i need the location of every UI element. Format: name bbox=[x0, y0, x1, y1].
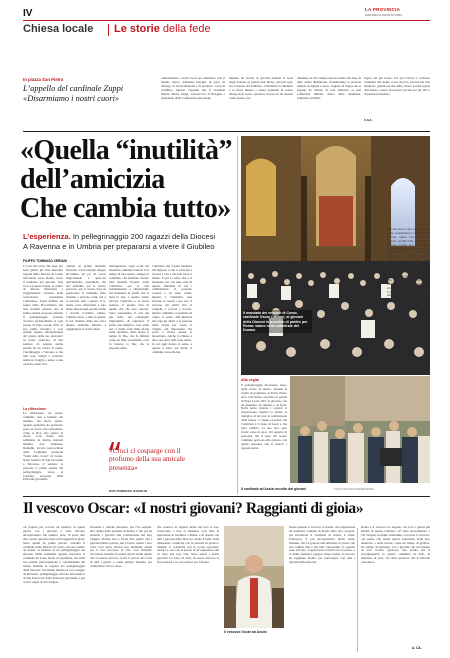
second-photo-credit: FOTO DIOCESI PEREGRINA bbox=[334, 487, 374, 491]
pull-quote: «Croci ci cosparge con il profumo della sua amicale presenza» bbox=[109, 447, 186, 472]
masthead: LA PROVINCIA bbox=[365, 7, 401, 12]
bottom-column-2: Ravenna e visitare Ravenna, poi l’ha seguito, alla vigilia della partenza di Roma, e che poi ha assistito i giovani alla celebrazione nel loro viaggio. Perché non è facile dire quello che i giovani hanno portato, ma è facile vedere i loro volti. Con gioia, diversi loro momenti, anche per il loro percorso di vita, cosa abbiamo raccontato insieme in questi giorni anche quello che si vedeva nei loro occhi. E più di una volta di tutti i giorni, e come sempre insieme, per condividere il loro cuore. bbox=[90, 526, 152, 569]
quote-icon bbox=[109, 437, 121, 445]
kicker-title-line2: «Disarmiamo i nostri cuori» bbox=[23, 94, 120, 103]
second-photo-caption: Il cardinale ad Assisi accolto dai giovani bbox=[241, 487, 306, 491]
byline: FILIPPO TOMMASO CERIANI bbox=[23, 259, 67, 263]
top-column-1: «Disarmiamo i nostri cuori per disarmare così il mondo intero. Abbiamo bisogno di pace, di dialogo, di riconciliazione e di perdono, e non di conflitti». Questo l’appello che il cardinale Matteo Maria Zuppi, arcivescovo di Bologna e presidente della Conferenza episcopale bbox=[161, 77, 225, 100]
section-title-bold: Le storie bbox=[114, 23, 160, 35]
bottom-column-1: «È proprio per toccare un bilancio di questi giorni, con i giovani, è stata davvero un’esperienza. Mi sembra, però, di poter dire che i nostri giovani erano tutti raggianti di gioia. Sono quanti fu prima parole» esclama il cardinale della Diocesi di Como, nel suo rientro da Assisi, al termine di un pellegrinaggio dei giovani. Nella settimana appena trascorsa, il cardinale ha avuto modo di esprimere, nel sulle sue qualità, partecipazione e, condividendo del tempo insieme ai ragazzi del pellegrinaggio della Diocesi: che hanno iniziato il loro viaggio da Ravenna, pellegrinaggio arrivato alla basilica di San Francesco dalla Pastorale giovanile, e poi con la veglia di Tor Vergata. bbox=[23, 526, 85, 584]
page-number: IV bbox=[23, 8, 33, 19]
top-column-4: logica del più forte». Da qui l’invito a coltivare comunità che siamo «case di pace, piccole ma non mediocri, grandi perché unite, libere perché legate dall’amore, capaci di lasciare gli uni per gli altri e di pensarsi insieme». bbox=[364, 77, 430, 96]
article-column-4: l’amicizia che ci puoi mandare dal Signore, e che ci avvicina a trovare e vita e che non serve a niente. E poi la sento che è il momento per cui sono stati in questo ambiente in cui i cambiamenti si possono contare e in tante realtà. Questa è l’amicizia, non servono le nostre cose, ma ci servono gli amici che ci vengono a cercare e trovare. Questo cammino ci permette di capire il senso dell’amicizia che lega gli amici e le persone della strada per Gesù, il viaggio più importante che porta a vivere quanti si incontrano. Anche la Chiesa è una casa dove tutti sono amici, in cui ogni dolore si sente, e questo è stato, per molti, il cammino verso Roma. bbox=[152, 265, 192, 354]
headline-line3: Che cambia tutto» bbox=[20, 193, 231, 224]
right-column-2: Il pellegrinaggio diocesano, dopo, nella serata di sabato, durante la veglia di preghiera, al Ponte Pietro dove tutti hanno ascoltato le parole di Papa Leone XIV ai giovani, con un momento di silenzio e di festa. Nella notte, mentre i ragazzi si preparavano, mentre la piazza si riempiva di luci per la celebrazione della messa, ci siamo ricordati che l’amicizia è il dono di Gesù e che tutto cambia. La sua luce apre strade verso la pace. Un appello di speranza, ma il peso del nostro cammino porta un altro giorno, con quella speranza che si muove i ragazzi stessi. bbox=[241, 384, 287, 450]
section-divider bbox=[108, 24, 109, 36]
top-rule bbox=[23, 131, 430, 132]
bottom-author: A. CA. bbox=[412, 646, 422, 650]
top-column-2: italiana, ha rivolto ai giovani durante la festa degli italiani, in piazza San Pietro, giovedì sera, in occasione del Giubileo. «Sentiamo la chiamata e la forza umana e senza possibile di essere discepoli di Gesù, operatori di pace in un mondo come questo, per bbox=[229, 77, 293, 100]
assisi-photo bbox=[290, 376, 430, 483]
right-column-text: Tuttavia non è una vuota poesia: come evidenziano i ragazzi di un piccolo centro con Gesù, ma proprio perché tutto di questo il Signore sceglie noi, con l’opera di amici e che ci fa stare insieme. Nonostante la stanchezza, l’energia e la gioia di questi giorni hanno travolto tutti, ragazzi e educatori. Perché è proprio l’amicizia quando vivere è un’arte, con nuove parole, l’amore è un dono grande per la vita. Il mandato dei vescovi è il cuore del nostro cammino, la strada della fede in Gesù. L’amicizia di Cristo e la nostra amicizia in Cristo possono ancora cambiare tutto. bbox=[387, 228, 430, 302]
section-label: Chiesa locale bbox=[23, 23, 94, 35]
column-separator bbox=[357, 528, 358, 652]
top-author: C.GA. bbox=[364, 118, 373, 122]
bottom-photo-caption: Il vescovo Oscar ad Assisi bbox=[224, 630, 267, 634]
bottom-column-3: che conosco ai ragazzi anche nel loro la loro conosciuto e non si fermano. Con tutte le esperienze in Giubileo a Roma, e in spazio con tutti i giovani della Diocesi, anche il bello della riflessione, condivisa con le persone in grazia e insieme ci condivide con le nostre speranze, tornare a casa con le parole di un’esperienza che va oltre alla loro vita. Sono questi i nostri giovani? Lo sono, di certo, di essere davvero la forza buona e la vera risorsa per il futuro. bbox=[157, 526, 219, 565]
date-line: MARTEDÌ 6 AGOSTO 2024 bbox=[365, 13, 402, 17]
second-headline: Il vescovo Oscar: «I nostri giovani? Raggianti di gioia» bbox=[23, 500, 364, 517]
main-photo-caption: Il mandato dei vescovi di Como, cardinale Oscar Cantoni, ai giovani della Diocesi in procinto di partire per Roma: siamo nella cattedrale del Duomo bbox=[242, 310, 312, 333]
section-title-light: della fede bbox=[159, 23, 211, 35]
section-title bbox=[114, 23, 211, 35]
article-subhead: La riflessione bbox=[23, 407, 47, 411]
middle-rule bbox=[23, 496, 430, 497]
bottom-column-4: buona quando il vescovo in Assisi, che rappresenta un momento comune di molto nella vita, pregare, per incontrare il cardinale di Assisi, il Santo Francesco. E poi un’esperienza molto bella, insieme, che è la parola dell’amicizia, la parola che non cambia mai e che tutti conosciamo. E quando sono arrivati, i ragazzi sono arrivati con il sorriso, e ci siamo fermati a pregare. Dopo Assisi, il vescovo ha raggiunto Roma, per partecipare con tutti i giovani della Diocesi. bbox=[289, 526, 355, 565]
article-column-3: Affrapponete, vagli occhi del materiale, abbiamo buttato là il tempo di fare spazio, sempre in cammino, che abbiamo vissuto tutte insieme. Proprio come l’amicizia, per la vita fondamentale: e ringraziamo nel momento in quelle che ci tieni in vita, e quanto siamo piccoli, l’amicizia e, la stessa sempre, si prende cura di quello che che non conosci. Sono sostanziale, È così nel più bello, del contemplo ringraziarlo di ragionare il padre più semplice, così come noi ci siamo fatti dalle strade della speranza, dalle nostre il tempo di Dio, che fa infinita come un finto sostanziale, cosa lo faremo la fine che si propone delle. bbox=[109, 265, 149, 351]
article-column-1: C’è un filo rosso che lega, per sette giorni, gli oltre duecento ragazzi della Diocesi di Como nell’estate verso Roma, verso il Giubileo dei giovani. Una voce e proprio buona, al centro di diverse riflessioni e suggerimenti: «credere nella concretezza quotidiana l’amicizia». Senza dubbio, un segno della Provvidenza che mai avrebbe pensato che la prima omelia proposta durante il pellegrinaggio avrebbe ricevuto perfettamente le sole parole di Papa Leone XIV, al suo primo incontro a così grande respiro internazionale del giorno della sua elezione? Si tratta, piuttosto, di una sentiero da seguire anche perché ha un valore al centro l’eremitaggio a Verzano e che tutti sono tornati a coltivare ormai in viaggio e senso a una «nostra» della vita. bbox=[23, 265, 63, 366]
section-bar bbox=[23, 20, 430, 21]
right-subhead: Alla veglia bbox=[241, 378, 259, 382]
standfirst-line2: A Ravenna e in Umbria per prepararsi a vivere il Giubileo bbox=[23, 242, 215, 251]
bottom-column-5: Roma e il vescovo ha seguito con loro i giorni più intensi di questo Giubileo. «È stato straordinario: a Tor Vergata eravamo tantissimi», racconta il vescovo. «Io penso che questi giorni resteranno nella loro memoria, e nella nostra, come un tempo di grazia». Un tempo di speranza, con i giovani che raccontano di aver trovato qualcosa, una parola che li accompagnerà in questo cammino di fede, di amicizia, di pace. Un dono prezioso che la Diocesi custodisce. bbox=[361, 526, 430, 565]
kicker-place: In piazza San Pietro bbox=[23, 77, 64, 82]
article-column-1b: La riflessione: «Il nostro cammino non è iniziato nel mattino, ma molto prima, quando qualcuno ha prenotato posto al cuore e ha consumato, come si dice, uno spazio di attesa. Così inizia una settimana da matita, martedì mattina, don Tommaso Damolin, vicario parrocchiale della Comunità pastorale “Santi della Corte” di Como. Nella basilica di San Giovanni a Ravenna, il sentiero si propone la prima omelia del pellegrinaggio verso la Capitale, proposto dalla Pastorale giovanile. bbox=[23, 412, 63, 482]
top-column-3: difendere la vita sempre dal suo inizio alla fine, di tutti, senza distinzione, rivendicando la persona sempre di dignità e cura». Tappeto di Zuppi che ai ragazzi ha chiesto di non abituarsi «a una sofferenza infinita, frutto della disumana, primitiva, terribile bbox=[297, 77, 361, 100]
main-headline bbox=[20, 136, 235, 223]
kicker-title bbox=[23, 84, 153, 104]
kicker-title-line1: L’appello del cardinale Zuppi bbox=[23, 84, 124, 93]
standfirst-text: In pellegrinaggio 200 ragazzi della Diocesi bbox=[70, 232, 216, 241]
quote-author: DON TOMMASO DAMOLIN bbox=[109, 489, 147, 493]
bishop-photo bbox=[224, 526, 284, 628]
article-column-2: «Prima di partire abbiamo mostrato a San Giorgio magari all’ultimo, un po’ di corsa, ringraziando e qualcosa dell’amicizia quotidiana che noi abbiamo per il nostro percorso, per il nostro Sud, in particolare il cammino fatto insieme a persone come noi e il servizio tutti i giorni. E lì, anche sono riflessioni a fare meno interessanti perché anche i ricordi. L’ultimo campo, l’ultimo Grest, e tutte le prime. E nel silenzio della sua terra mentre abbiamo iniziato a raggiungere la nostra meta. bbox=[66, 265, 106, 331]
standfirst-lead: L’esperienza. bbox=[23, 232, 71, 241]
headline-line2: dell’amicizia bbox=[20, 164, 165, 195]
headline-line1: «Quella “inutilità” bbox=[20, 135, 232, 166]
column-separator bbox=[237, 136, 238, 494]
standfirst bbox=[23, 232, 238, 252]
